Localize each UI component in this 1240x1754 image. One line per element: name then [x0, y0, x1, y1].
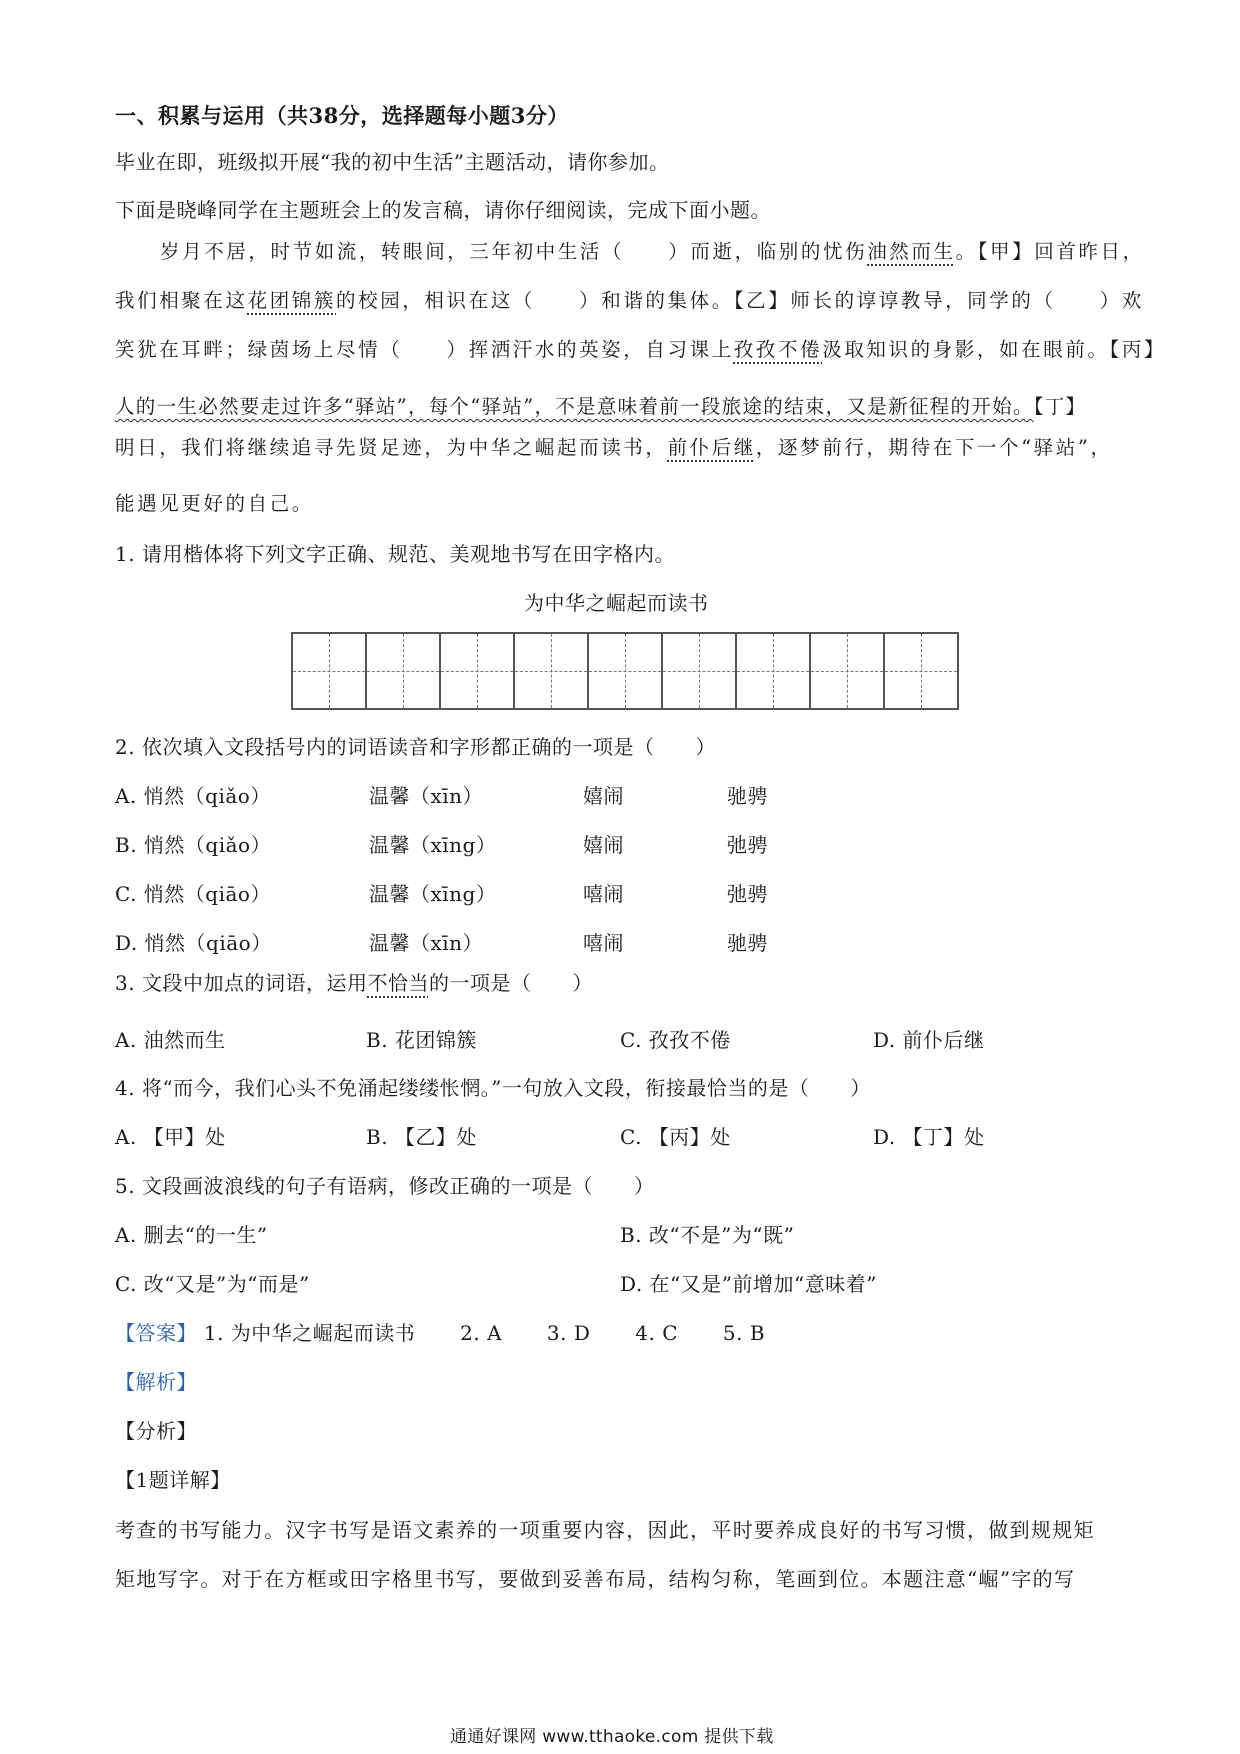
passage-line-5	[115, 432, 1113, 460]
passage-line-4	[115, 391, 1086, 419]
q2-option-a-word4: 驰骋	[727, 784, 768, 808]
passage-text: 明日，我们将继续追寻先贤足迹，为中华之崛起而读书，	[115, 436, 668, 459]
q2-option-c: C. 悄然（qiāo）	[115, 882, 271, 906]
grid-cell	[737, 634, 811, 708]
intro-line-2: 下面是晓峰同学在主题班会上的发言稿，请你仔细阅读，完成下面小题。	[115, 198, 771, 222]
q5-option-c: C. 改“又是”为“而是”	[115, 1272, 310, 1296]
q3-option-a: A. 油然而生	[115, 1028, 226, 1052]
passage-text: 我们相聚在这	[115, 289, 248, 312]
q2-option-a-word3: 嬉闹	[583, 784, 624, 808]
q5-option-d: D. 在“又是”前增加“意味着”	[620, 1272, 877, 1296]
q2-option-c-word2: 温馨（xīng）	[369, 882, 497, 906]
dotted-phrase: 前仆后继	[667, 436, 756, 459]
dotted-phrase: 花团锦簇	[247, 289, 337, 312]
q4-option-a: A. 【甲】处	[115, 1125, 226, 1149]
q5-stem: 5. 文段画波浪线的句子有语病，修改正确的一项是（ ）	[115, 1174, 655, 1198]
passage-line-2	[115, 285, 1144, 313]
q2-option-a: A. 悄然（qiǎo）	[115, 784, 271, 808]
passage-text: 的校园，相识在这（ ）和谐的集体。【乙】师长的谆谆教导，同学的（ ）欢	[336, 289, 1144, 312]
q4-option-d: D. 【丁】处	[873, 1125, 985, 1149]
q3-option-c: C. 孜孜不倦	[620, 1028, 731, 1052]
q3-option-b: B. 花团锦簇	[366, 1028, 477, 1052]
q3-stem	[115, 967, 593, 996]
answer-item: 5. B	[722, 1321, 766, 1345]
grid-cell	[885, 634, 957, 708]
answer-item: 3. D	[546, 1321, 591, 1345]
q4-stem: 4. 将“而今，我们心头不免涌起缕缕怅惘。”一句放入文段，衔接最恰当的是（ ）	[115, 1076, 871, 1100]
q2-option-d-word4: 驰骋	[727, 931, 768, 955]
q1-stem: 1. 请用楷体将下列文字正确、规范、美观地书写在田字格内。	[115, 542, 675, 566]
passage-text: ，逐梦前行，期待在下一个“驿站”，	[755, 436, 1113, 459]
grid-cell	[367, 634, 441, 708]
q2-option-d-word3: 嘻闹	[583, 931, 624, 955]
intro-line-1: 毕业在即，班级拟开展“我的初中生活”主题活动，请你参加。	[115, 150, 670, 174]
q2-option-a-word2: 温馨（xīn）	[369, 784, 484, 808]
q1-text: 为中华之崛起而读书	[524, 591, 709, 615]
dotted-phrase: 油然而生	[867, 240, 956, 263]
dotted-phrase: 孜孜不倦	[733, 338, 823, 361]
q2-option-d: D. 悄然（qiāo）	[115, 931, 272, 955]
q5-option-b: B. 改“不是”为“既”	[620, 1223, 795, 1247]
q2-option-b: B. 悄然（qiǎo）	[115, 833, 272, 857]
q3-stem-text: 的一项是（ ）	[428, 971, 593, 995]
q4-option-b: B. 【乙】处	[366, 1125, 477, 1149]
q2-option-b-word2: 温馨（xīng）	[369, 833, 497, 857]
answer-item: 4. C	[635, 1321, 679, 1345]
analysis-tag: 【解析】	[115, 1370, 197, 1394]
passage-text: 汲取知识的身影，如在眼前。【丙】	[822, 338, 1167, 361]
detail-tag: 【1题详解】	[115, 1468, 231, 1492]
answer-item: 1. 为中华之崛起而读书	[203, 1321, 416, 1345]
q3-option-d: D. 前仆后继	[873, 1028, 985, 1052]
detail-line-1: 考查的书写能力。汉字书写是语文素养的一项重要内容，因此，平时要养成良好的书写习惯，做到规规矩	[115, 1518, 1095, 1542]
passage-line-6: 能遇见更好的自己。	[115, 492, 314, 515]
dotted-phrase: 不恰当	[367, 971, 429, 995]
grid-cell	[589, 634, 663, 708]
q5-option-a: A. 删去“的一生”	[115, 1223, 268, 1247]
q3-stem-text: 3. 文段中加点的词语，运用	[115, 971, 368, 995]
passage-line-1	[160, 236, 1145, 264]
q4-option-c: C. 【丙】处	[620, 1125, 731, 1149]
grid-cell	[515, 634, 589, 708]
tianzige-grid	[291, 632, 959, 710]
passage-line-3	[115, 334, 1166, 362]
q2-option-b-word3: 嬉闹	[583, 833, 624, 857]
grid-cell	[441, 634, 515, 708]
q2-option-b-word4: 弛骋	[727, 833, 768, 857]
grid-cell	[663, 634, 737, 708]
fenxi-tag: 【分析】	[115, 1419, 197, 1443]
grid-cell	[811, 634, 885, 708]
passage-text: 笑犹在耳畔；绿茵场上尽情（ ）挥洒汗水的英姿，自习课上	[115, 338, 734, 361]
q2-option-c-word3: 嘻闹	[583, 882, 624, 906]
answer-item: 2. A	[460, 1321, 503, 1345]
passage-text: 【丁】	[1033, 395, 1087, 418]
passage-text: 。【甲】回首昨日，	[955, 240, 1145, 263]
detail-line-2: 矩地写字。对于在方框或田字格里书写，要做到妥善布局，结构匀称，笔画到位。本题注意“崛”字的写	[115, 1567, 1076, 1591]
grid-cell	[293, 634, 367, 708]
wavy-sentence: 人的一生必然要走过许多“驿站”，每个“驿站”，不是意味着前一段旅途的结束，又是新征程的开始。	[115, 395, 1034, 418]
q2-stem: 2. 依次填入文段括号内的词语读音和字形都正确的一项是（ ）	[115, 735, 716, 759]
answer-line	[115, 1317, 765, 1346]
footer-credit: 通通好课网 www.tthaoke.com 提供下载	[450, 1727, 774, 1747]
section-title: 一、积累与运用（共38分，选择题每小题3分）	[115, 103, 569, 128]
q2-option-d-word2: 温馨（xīn）	[369, 931, 484, 955]
answer-tag: 【答案】	[115, 1321, 197, 1345]
passage-text: 岁月不居，时节如流，转眼间，三年初中生活（ ）而逝，临别的忧伤	[160, 240, 868, 263]
q2-option-c-word4: 弛骋	[727, 882, 768, 906]
